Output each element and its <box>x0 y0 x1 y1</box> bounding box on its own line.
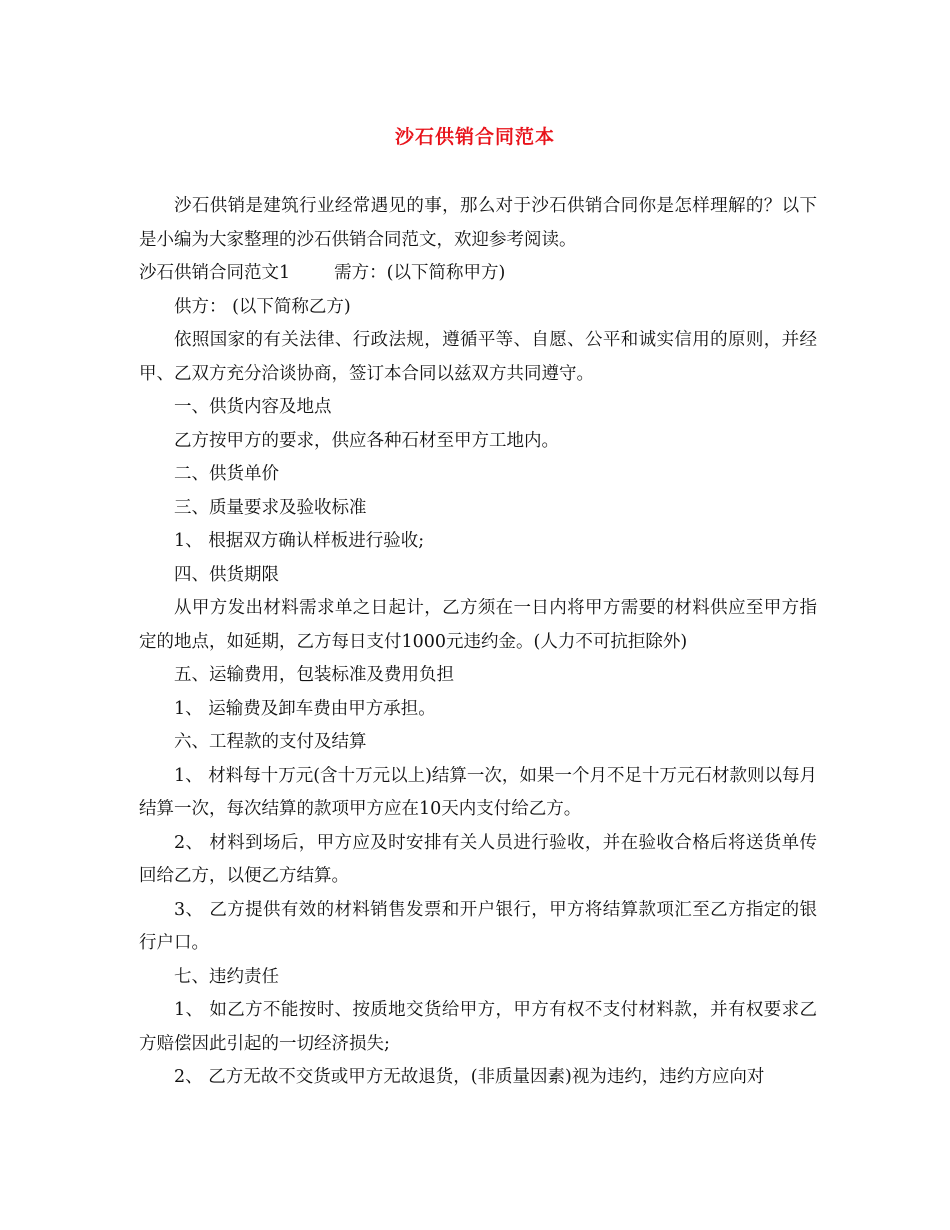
paragraph: 依照国家的有关法律、行政法规，遵循平等、自愿、公平和诚实信用的原则，并经甲、乙双方充分洽谈协商，签订本合同以兹双方共同遵守。 <box>139 330 817 384</box>
sample-heading: 沙石供销合同范文1 <box>139 263 291 283</box>
section-heading: 一、供货内容及地点 <box>174 397 332 417</box>
paragraph: 乙方按甲方的要求，供应各种石材至甲方工地内。 <box>174 430 559 451</box>
clause: 1、 根据双方确认样板进行验收; <box>174 531 425 551</box>
section-heading: 三、质量要求及验收标准 <box>174 497 367 518</box>
buyer-line: 需方：(以下简称甲方) <box>334 263 506 283</box>
paragraph: 从甲方发出材料需求单之日起计，乙方须在一日内将甲方需要的材料供应至甲方指定的地点，如延期，乙方每日支付1000元违约金。(人力不可抗拒除外) <box>139 598 817 652</box>
intro-paragraph: 沙石供销是建筑行业经常遇见的事，那么对于沙石供销合同你是怎样理解的？以下是小编为大家整理的沙石供销合同范文，欢迎参考阅读。 <box>139 196 817 250</box>
document-title: 沙石供销合同范本 <box>394 126 555 148</box>
document-body <box>139 190 817 1095</box>
section-heading: 二、供货单价 <box>174 464 279 484</box>
supplier-line: 供方： (以下简称乙方) <box>174 296 351 317</box>
clause: 1、 材料每十万元(含十万元以上)结算一次，如果一个月不足十万元石材款则以每月结算一次，每次结算的款项甲方应在10天内支付给乙方。 <box>139 765 817 819</box>
sample-heading-line <box>139 257 817 291</box>
clause: 1、 如乙方不能按时、按质地交货给甲方，甲方有权不支付材料款，并有权要求乙方赔偿因此引起的一切经济损失; <box>139 1000 817 1054</box>
section-heading: 六、工程款的支付及结算 <box>174 732 367 752</box>
clause: 2、 材料到场后，甲方应及时安排有关人员进行验收，并在验收合格后将送货单传回给乙方，以便乙方结算。 <box>139 832 817 886</box>
section-heading: 七、违约责任 <box>174 966 279 987</box>
section-heading: 四、供货期限 <box>174 564 279 585</box>
clause: 3、 乙方提供有效的材料销售发票和开户银行，甲方将结算款项汇至乙方指定的银行户口。 <box>139 899 817 953</box>
clause: 2、 乙方无故不交货或甲方无故退货，(非质量因素)视为违约，违约方应向对 <box>174 1067 765 1087</box>
clause: 1、 运输费及卸车费由甲方承担。 <box>174 698 436 719</box>
section-heading: 五、运输费用，包装标准及费用负担 <box>174 665 454 685</box>
